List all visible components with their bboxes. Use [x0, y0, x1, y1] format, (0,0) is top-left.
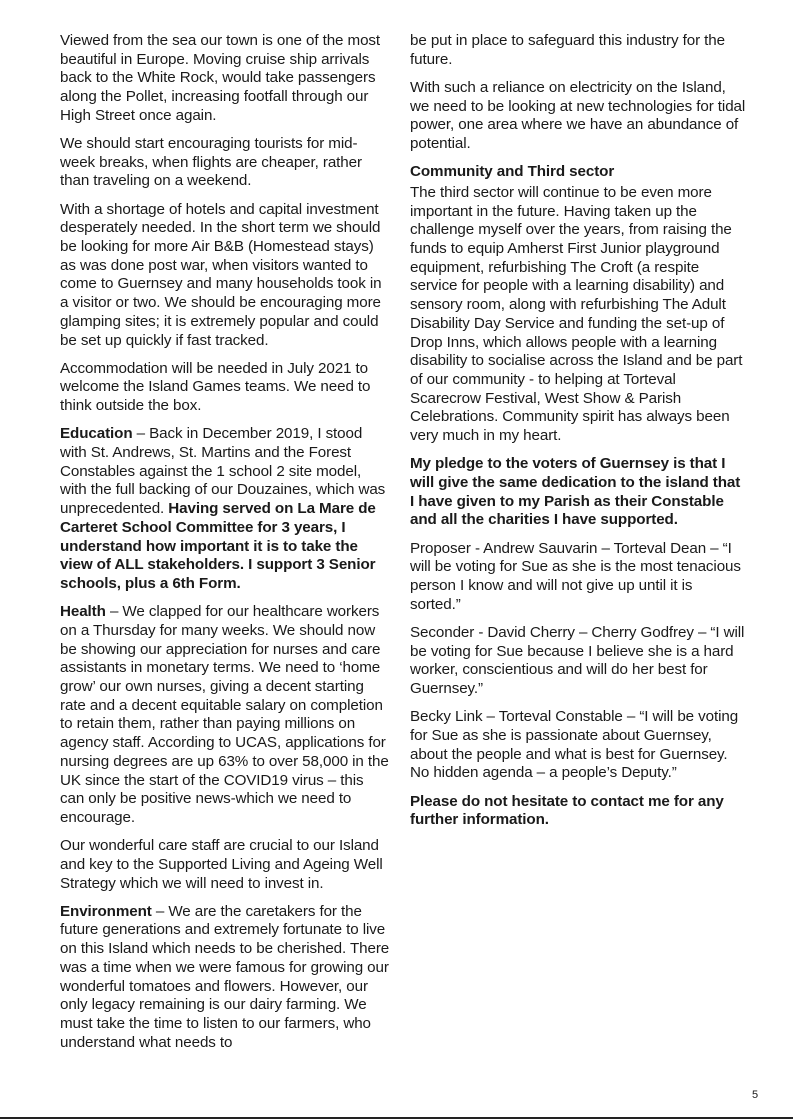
paragraph-hotels: With a shortage of hotels and capital investment desperately needed. In the short term we should be looking for more Air B&B (Homestead stays) as was done post war, when visitors wanted to come to Guernsey and many households took in a visitor or two. We should be encouraging more glamping sites; it is extremely popular and could be set up quickly if fast tracked. [60, 200, 382, 349]
pledge-text: My pledge to the voters of Guernsey is that I will give the same dedication to the island that I have given to my Parish as their Constable and all the charities I have supported. [410, 455, 741, 529]
community-heading-text: Community and Third sector [410, 163, 615, 181]
right-column [410, 32, 746, 839]
environment-text: – We are the caretakers for the future generations and extremely fortunate to live on this Island which needs to be cherished. There was a time when we were famous for growing our wonderful tomatoes and flowers. However, our only legacy remaining is our dairy farming. We must take the time to listen to our farmers, who understand what needs to [60, 902, 390, 1051]
bottom-rule [0, 1117, 793, 1119]
education-bold-text: Having served on La Mare de Carteret School Committee for 3 years, I understand how important it is to take the view of ALL stakeholders. I support 3 Senior schools, plus a 6th Form. [60, 500, 376, 592]
paragraph-care-staff: Our wonderful care staff are crucial to our Island and key to the Supported Living and Ageing Well Strategy which we will need to invest in. [60, 837, 383, 892]
paragraph-midweek: We should start encouraging tourists for mid-week breaks, when flights are cheaper, rather than traveling on a weekend. [60, 135, 362, 190]
paragraph-environment [60, 903, 390, 1053]
education-text: – Back in December 2019, I stood with St. Andrews, St. Martins and the Forest Constables against the 1 school 2 site model, with the full backing of our Douzaines, which was unprecedented. [60, 425, 386, 518]
paragraph-cruise: Viewed from the sea our town is one of the most beautiful in Europe. Moving cruise ship arrivals back to the White Rock, would take passengers along the Pollet, increasing footfall through our High Street once again. [60, 32, 381, 124]
environment-label: Environment [60, 902, 152, 920]
paragraph-endorsement: Becky Link – Torteval Constable – “I will be voting for Sue as she is passionate about Guernsey, about the people and what is best for Guernsey. No hidden agenda – a people’s Deputy.” [410, 708, 739, 782]
paragraph-proposer: Proposer - Andrew Sauvarin – Torteval Dean – “I will be voting for Sue as she is the most tenacious person I know and will not give up until it is sorted.” [410, 539, 741, 613]
paragraph-tidal-power: With such a reliance on electricity on the Island, we need to be looking at new technologies for tidal power, one area where we have an abundance of potential. [410, 78, 746, 153]
education-label: Education [60, 425, 133, 443]
left-column [60, 32, 390, 1062]
paragraph-pledge [410, 455, 746, 530]
paragraph-third-sector: The third sector will continue to be even more important in the future. Having taken up the challenge myself over the years, from raising the funds to equip Amherst First Junior playground equipment, refurbishing The Croft (a respite service for people with a learning disability) and sensory room, along with refurbishing The Adult Disability Day Service and funding the set-up of Drop Inns, which allows people with a learning disability to socialise across the Island and be part of our community - to helping at Torteval Scarecrow Festival, West Show & Parish Celebrations. Community spirit has always been very much in my heart. [410, 183, 743, 445]
page-number: 5 [752, 1089, 759, 1101]
community-heading [410, 163, 746, 182]
paragraph-education [60, 425, 390, 593]
paragraph-contact [410, 793, 746, 830]
health-label: Health [60, 603, 106, 621]
paragraph-environment-continued: be put in place to safeguard this industry for the future. [410, 32, 725, 68]
paragraph-seconder: Seconder - David Cherry – Cherry Godfrey – “I will be voting for Sue because I believe she is a hard worker, conscientious and will do her best for Guernsey.” [410, 623, 745, 697]
health-text: – We clapped for our healthcare workers on a Thursday for many weeks. We should now be showing our appreciation for nurses and care assistants in monetary terms. We need to ‘home grow’ our own nurses, giving a decent starting rate and a decent equitable salary on completion to retain them, rather than paying millions on agency staff. According to UCAS, applications for nursing degrees are up 63% to over 58,000 in the UK since the start of the COVID19 virus – this can only be positive news-which we need to encourage. [60, 603, 389, 826]
paragraph-island-games: Accommodation will be needed in July 2021 to welcome the Island Games teams. We need to think outside the box. [60, 359, 371, 415]
contact-text: Please do not hesitate to contact me for any further information. [410, 792, 724, 829]
paragraph-health [60, 603, 390, 827]
